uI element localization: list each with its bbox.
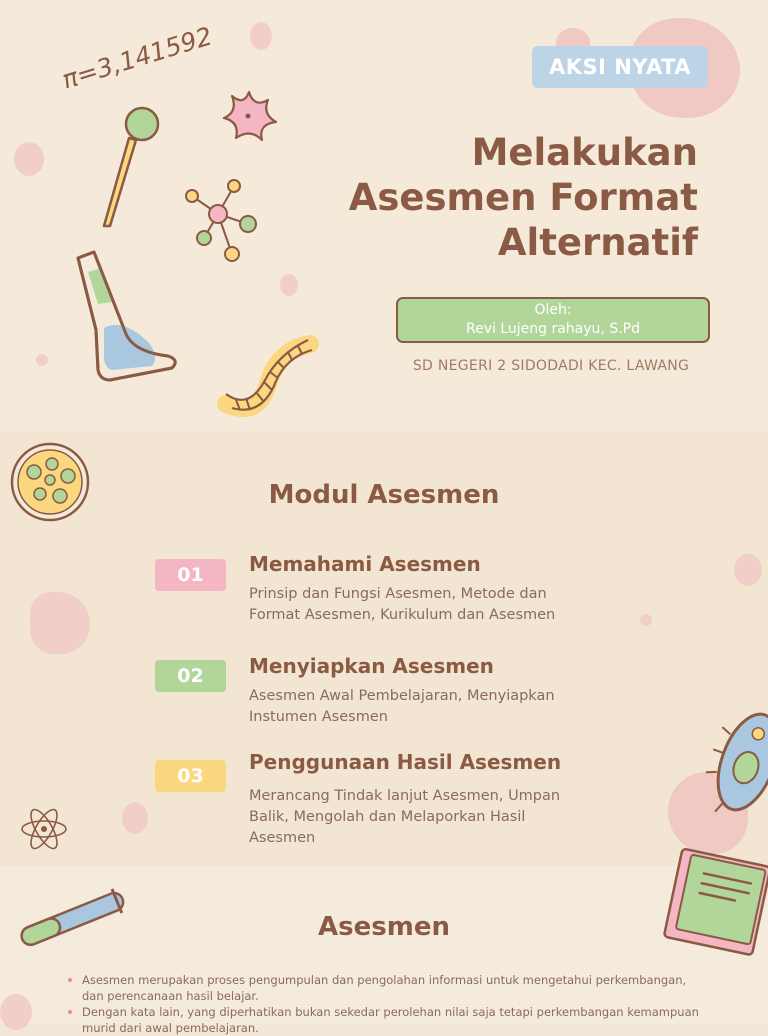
title-line: Alternatif	[497, 221, 698, 264]
decor-blob	[0, 994, 32, 1030]
list-item: Asesmen merupakan proses pengumpulan dan pengolahan informasi untuk mengetahui perkembangan, dan perencanaan hasil belajar.	[66, 972, 706, 1004]
pipette-icon	[96, 104, 166, 234]
page-title	[318, 130, 698, 265]
decor-blob	[250, 22, 272, 50]
author-name: Revi Lujeng rahayu, S.Pd	[466, 321, 640, 337]
modules-heading: Modul Asesmen	[268, 480, 500, 510]
cover-section	[0, 0, 768, 432]
asesmen-bullet-list	[66, 972, 706, 1036]
module-number: 02	[155, 660, 226, 692]
decor-blob	[640, 614, 652, 626]
decor-blob	[36, 354, 48, 366]
decor-blob	[734, 554, 762, 586]
bacteria-icon	[708, 702, 768, 822]
module-description: Prinsip dan Fungsi Asesmen, Metode dan Format Asesmen, Kurikulum dan Asesmen	[249, 586, 556, 623]
decor-blob	[14, 142, 44, 176]
list-item: Dengan kata lain, yang diperhatikan bukan sekedar perolehan nilai saja tetapi perkembangan kemampuan murid dari awal pembelajaran.	[66, 1004, 706, 1036]
dna-icon	[218, 332, 318, 418]
title-line: Asesmen Format	[348, 176, 698, 219]
flask-icon	[68, 244, 186, 390]
author-box	[396, 297, 710, 343]
pi-formula-text: π=3,141592	[58, 21, 216, 95]
decor-blob	[122, 802, 148, 834]
asesmen-section	[0, 866, 768, 1035]
atom-icon	[18, 806, 70, 852]
starfish-icon	[218, 88, 280, 144]
decor-blob	[280, 274, 298, 296]
module-description: Merancang Tindak lanjut Asesmen, Umpan Balik, Mengolah dan Melaporkan Hasil Asesmen	[249, 788, 561, 846]
module-title: Memahami Asesmen	[249, 552, 481, 576]
module-title: Penggunaan Hasil Asesmen	[249, 750, 562, 774]
author-label: Oleh:	[534, 302, 572, 318]
pi-formula	[50, 10, 216, 95]
aksi-nyata-badge: AKSI NYATA	[532, 46, 708, 88]
modules-section	[0, 432, 768, 866]
module-description: Asesmen Awal Pembelajaran, Menyiapkan Instumen Asesmen	[249, 688, 555, 725]
module-title: Menyiapkan Asesmen	[249, 654, 494, 678]
module-number: 01	[155, 559, 226, 591]
module-number: 03	[155, 760, 226, 792]
molecule-icon	[180, 174, 264, 266]
decor-blob	[30, 592, 90, 654]
asesmen-heading: Asesmen	[318, 912, 450, 942]
title-line: Melakukan	[471, 131, 698, 174]
school-name: SD NEGERI 2 SIDODADI KEC. LAWANG	[412, 358, 690, 374]
